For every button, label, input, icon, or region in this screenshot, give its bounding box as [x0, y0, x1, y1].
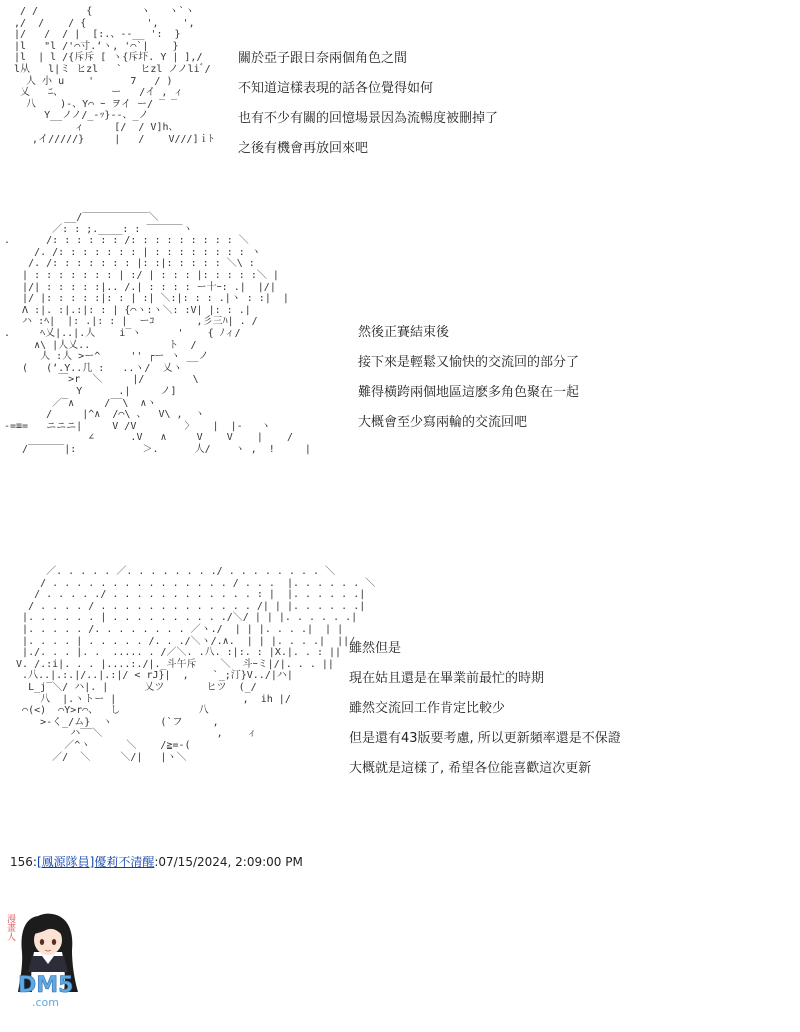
- dm5-mascot-icon: [5, 900, 88, 1018]
- brand-logo-text: DM5: [18, 973, 74, 998]
- dialogue-line: 然後正賽結束後: [358, 325, 450, 340]
- dialogue-block-3: [349, 634, 621, 784]
- dialogue-line: 難得橫跨兩個地區這麽多角色聚在一起: [358, 385, 580, 400]
- dialogue-line: 之後有機會再放回來吧: [238, 141, 369, 156]
- dialogue-line: 大概就是這樣了, 希望各位能喜歡這次更新: [349, 761, 592, 776]
- dialogue-line: 雖然交流回工作肯定比較少: [349, 701, 506, 716]
- dialogue-line: 關於亞子跟日奈兩個角色之間: [238, 51, 408, 66]
- ascii-art-figure-2: __/‾‾‾‾‾‾‾‾‾‾‾＼ ／: : ;.____: : ‾‾‾‾‾‾ヽ . /: : : : : : /: : : : : : : : : ＼ /. /: : : : : : : | : : : : : : : : ヽ /. /: : : : : : : |: :|: : : : : ＼\ : | : : : : : : : | :/ | : : : |: : : : :＼ | |/| : : : : :|.. /.| : : : : ー十ｰ: .| |/| |/ |: : : : :|: : | :| ＼:|: : : .|ヽ : :| | Λ :|. :|.:|: : | {⌒ヽ:ヽ＼: :V| |: : .| ハ :ﾍ| |: .|: : | ーｺ ,彡三ﾊ| . / . ﾍ乂|..|.人 i‾ヽ ' { ﾉィ/ ∧\ |人乂.. ト / 人 :人 >ー^ '' ┌ー ヽ __ノ ( (‘.Y..几 : ..ヽ/ 乂ヽ ￣>r ＼ |/ \ Y .| ノ] ／‾∧ /‾‾\ ∧ヽ / |^∧ /⌒\ 、 V\ , ヽ -=≡= ニニニ| V /V 〉 | |- ヽ ∠ .V ∧ V V | / /‾‾‾‾‾‾|: ＞. 人/ ヽ , ! |: [4, 212, 311, 455]
- avatar: [5, 900, 88, 1018]
- dialogue-line: 不知道這樣表現的話各位覺得如何: [238, 81, 434, 96]
- post-number: 156:: [10, 855, 37, 869]
- dialogue-line: 雖然但是: [349, 641, 402, 656]
- ascii-art-figure-3: ／. . . . . ／. . . . . . . ./ . . . . . . . . ＼ / . . . . . . . . . . . . . . . / . . . |. . . . . . ＼ / . . . . ./ . . . . . . . . . . . . : | |. . . . . .| / . . . . / . . . . . . . . . . . . . /| | |. . . . . .| |. . . . . . | . . . . . . . . . ./＼/ | | |. . . . . .| |. . . . . /. . . . . . . . ／ヽ./ | | |. . . .| | | |. . . . | . . . . . /. . ./＼ヽ/.∧. | | |. . . .| ||/ |./. . . |. . ..... . /／＼. .八. :|:. : |X.|. . : || V. /.:i|. . . |....:./|._斗午斥 ＼ 斗ｰミ|/|. . . || .八..|.:.|/..|.:|/ < rJ}| , `_;汀}V../|ハ| L_j‾＼/ ハ|. | 乂ツ ヒツ (_/ 八 |.ヽトー | , ih |/ ⌒(<) ⌒Y>r⌒、 し 八 >-く_/ム} ヽ (`フ , ハ‾‾＼ , ィ ／^ヽ ＼ /≧=‐( ／/ ＼ ＼/| |ヽ＼: [16, 566, 376, 763]
- post-meta: [10, 854, 303, 870]
- post-timestamp: :07/15/2024, 2:09:00 PM: [154, 855, 303, 869]
- dialogue-line: 大概會至少寫兩輪的交流回吧: [358, 415, 528, 430]
- dialogue-line: 現在姑且還是在畢業前最忙的時期: [349, 671, 545, 686]
- brand-tld-text: .com: [32, 996, 59, 1009]
- dialogue-block-2: [358, 318, 579, 438]
- brand-vertical-text: 漫畫人: [5, 914, 15, 941]
- dialogue-line: 但是還有43版要考慮, 所以更新頻率還是不保證: [349, 731, 621, 746]
- ascii-art-figure-1: / / { ヽ ヽ`ヽ ,/ / / { ', ', |/ / / | [:.、--__ ': } |l "l /'⌒寸.‘ヽ, '⌒`| } |l | l /{斥斥 [ ヽ{斥圷. Y | ],/ l从 l|ミ ヒzl ` ヒzl ノノliﾞ/ 人 小 u ' 7 / ) 乂 ﾆ、 ー /イ , ィ 八 )-、Y⌒ ｰ ヲイ ー/ ‾ ‾ Y__ノノ/_-ｯ}--、_ノ ィ [/ / V]h、 ,イ/////} | / V///]ｉﾄ: [14, 6, 214, 145]
- dialogue-block-1: [238, 44, 498, 164]
- dialogue-line: 接下來是輕鬆又愉快的交流回的部分了: [358, 355, 580, 370]
- post-author-link[interactable]: [鳳源隊員]優莉不清醒: [36, 855, 155, 869]
- dialogue-line: 也有不少有關的回憶場景因為流暢度被刪掉了: [238, 111, 499, 126]
